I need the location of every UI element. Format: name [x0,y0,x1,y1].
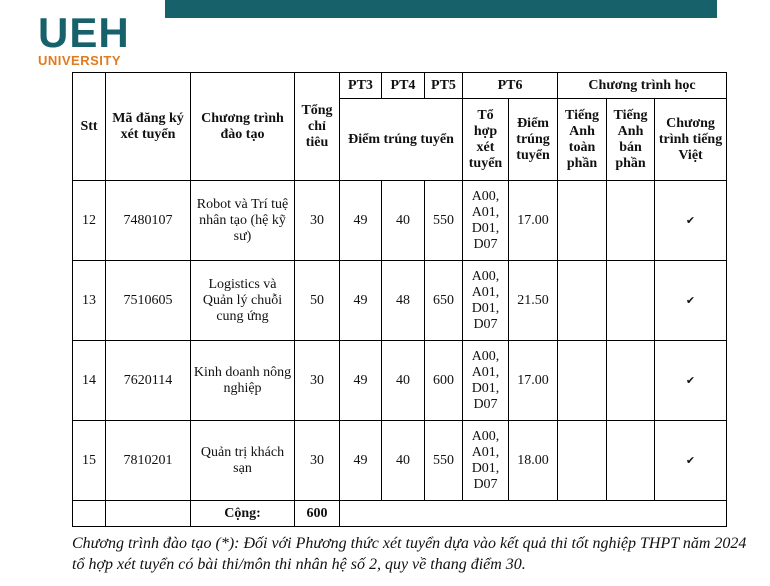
logo-sub-text: UNIVERSITY [38,53,122,68]
cell-pt4: 48 [382,261,425,341]
cell-ta-toan-phan [558,261,607,341]
cell-stt: 13 [73,261,106,341]
header-diem-trung-tuyen: Điểm trúng tuyển [340,99,463,181]
cell-ta-ban-phan [607,261,655,341]
cell-pt4: 40 [382,341,425,421]
cell-ta-ban-phan [607,181,655,261]
cell-to-hop: A00, A01, D01, D07 [463,261,509,341]
footnote: Chương trình đào tạo (*): Đối với Phương thức xét tuyển dựa vào kết quả thi tốt nghiệp THPT năm 2024 tổ hợp xét tuyển có bài thi/môn thi nhân hệ số 2, quy về thang điểm 30. [72,535,747,573]
cell-pt4: 40 [382,421,425,501]
cell-ten: Logistics và Quản lý chuỗi cung ứng [191,261,295,341]
cell-pt3: 49 [340,341,382,421]
header-pt3: PT3 [340,73,382,99]
checkmark-icon: ✔ [655,341,727,421]
header-row-1 [73,73,727,99]
cell-chi-tieu: 30 [295,421,340,501]
cell-chi-tieu: 30 [295,341,340,421]
cell-pt3: 49 [340,261,382,341]
total-empty-span [340,501,727,527]
cell-ma: 7810201 [106,421,191,501]
cell-ma: 7620114 [106,341,191,421]
cell-diem: 17.00 [509,341,558,421]
cell-to-hop: A00, A01, D01, D07 [463,341,509,421]
header-pt6: PT6 [463,73,558,99]
admission-table [72,72,727,527]
header-chuong-trinh: Chương trình đào tạo [191,73,295,181]
cell-to-hop: A00, A01, D01, D07 [463,181,509,261]
cell-stt: 12 [73,181,106,261]
table-row [73,181,727,261]
logo-main-text: UEH [38,9,130,56]
header-tieng-viet: Chương trình tiếng Việt [655,99,727,181]
header-pt4: PT4 [382,73,425,99]
header-pt5: PT5 [425,73,463,99]
header-ta-toan-phan: Tiếng Anh toàn phần [558,99,607,181]
header-to-hop: Tổ hợp xét tuyển [463,99,509,181]
cell-ten: Quản trị khách sạn [191,421,295,501]
cell-to-hop: A00, A01, D01, D07 [463,421,509,501]
ueh-logo [38,9,138,68]
cell-ta-ban-phan [607,341,655,421]
cell-pt3: 49 [340,421,382,501]
header-chuong-trinh-hoc: Chương trình học [558,73,727,99]
total-label: Cộng: [191,501,295,527]
checkmark-icon: ✔ [655,181,727,261]
checkmark-icon: ✔ [655,261,727,341]
header-tong-chi-tieu: Tổng chỉ tiêu [295,73,340,181]
table-row [73,261,727,341]
header-ta-ban-phan: Tiếng Anh bán phần [607,99,655,181]
cell-pt5: 600 [425,341,463,421]
header-bar [165,0,717,18]
cell-ten: Robot và Trí tuệ nhân tạo (hệ kỹ sư) [191,181,295,261]
cell-stt: 14 [73,341,106,421]
cell-diem: 21.50 [509,261,558,341]
cell-ten: Kinh doanh nông nghiệp [191,341,295,421]
cell-pt5: 650 [425,261,463,341]
table-row [73,421,727,501]
checkmark-icon: ✔ [655,421,727,501]
cell-ta-toan-phan [558,421,607,501]
table-row [73,341,727,421]
cell-diem: 18.00 [509,421,558,501]
header-ma-dang-ky: Mã đăng ký xét tuyển [106,73,191,181]
total-value: 600 [295,501,340,527]
cell-stt: 15 [73,421,106,501]
cell-chi-tieu: 30 [295,181,340,261]
header-diem-pt6: Điểm trúng tuyển [509,99,558,181]
cell-pt5: 550 [425,421,463,501]
header-stt: Stt [73,73,106,181]
total-empty-cell [106,501,191,527]
cell-ma: 7480107 [106,181,191,261]
cell-chi-tieu: 50 [295,261,340,341]
cell-pt3: 49 [340,181,382,261]
cell-pt5: 550 [425,181,463,261]
total-row [73,501,727,527]
cell-diem: 17.00 [509,181,558,261]
total-empty-cell [73,501,106,527]
cell-ta-toan-phan [558,181,607,261]
cell-pt4: 40 [382,181,425,261]
cell-ma: 7510605 [106,261,191,341]
cell-ta-ban-phan [607,421,655,501]
cell-ta-toan-phan [558,341,607,421]
